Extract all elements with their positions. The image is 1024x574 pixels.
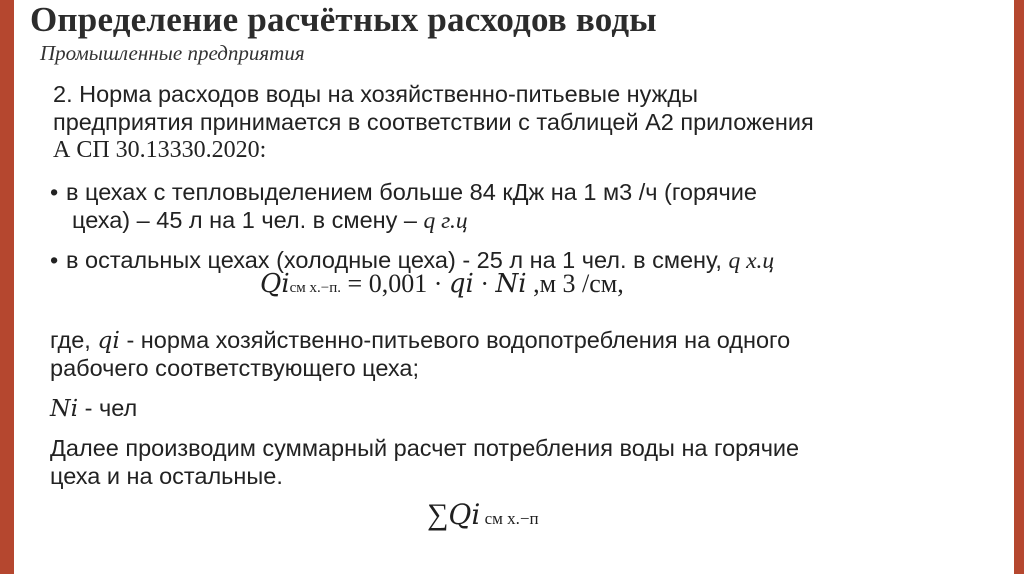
bullet-marker: •: [50, 179, 59, 205]
sum-q-symbol: Qi: [448, 498, 481, 531]
bullet-hot-shops-line-1: [50, 178, 757, 206]
where-line-1: [50, 326, 790, 354]
formula-daily-consumption: [260, 268, 624, 299]
formula-equals: = 0,001 ·: [341, 269, 449, 298]
where-prefix: где,: [50, 327, 91, 353]
formula-dot: ·: [473, 269, 496, 298]
formula-qi: qi: [448, 269, 474, 299]
formula-ni: Ni: [495, 269, 527, 299]
slide-title: Определение расчётных расходов воды: [30, 0, 657, 39]
ni-definition: [50, 394, 137, 422]
bullet-cold-shops-text: в остальных цехах (холодные цеха) - 25 л на 1 чел. в смену,: [66, 247, 722, 273]
norm-paragraph-line-1: 2. Норма расходов воды на хозяйственно-питьевые нужды: [53, 81, 698, 107]
q-hot-symbol: q г.ц: [423, 208, 468, 234]
left-accent-bar: [0, 0, 14, 574]
formula-q-symbol: Qi: [260, 269, 290, 299]
formula-unit: ,м 3 /см,: [526, 269, 624, 298]
sum-symbol: ∑: [427, 498, 449, 531]
right-accent-bar: [1014, 0, 1024, 574]
summary-line-2: цеха и на остальные.: [50, 463, 283, 489]
ni-symbol: Ni: [50, 394, 79, 422]
bullet-hot-shops-text-2: цеха) – 45 л на 1 чел. в смену –: [72, 207, 417, 233]
norm-paragraph-line-2: предприятия принимается в соответствии с таблицей А2 приложения: [53, 109, 814, 135]
ni-text: - чел: [78, 395, 138, 421]
bullet-hot-shops-text: в цехах с тепловыделением больше 84 кДж на 1 м3 /ч (горячие: [66, 179, 757, 205]
summary-line-1: Далее производим суммарный расчет потребления воды на горячие: [50, 435, 800, 461]
sum-subscript: см х.−п: [480, 509, 539, 528]
formula-total-consumption: [427, 498, 539, 532]
formula-subscript: см х.−п.: [289, 280, 342, 296]
q-cold-symbol: q х.ц: [728, 248, 775, 274]
where-line-2: рабочего соответствующего цеха;: [50, 355, 420, 381]
where-qi: qi: [97, 326, 120, 354]
bullet-marker: •: [50, 247, 59, 273]
slide-subtitle: Промышленные предприятия: [40, 41, 305, 65]
norm-paragraph-line-3: А СП 30.13330.2020:: [53, 137, 267, 163]
bullet-hot-shops-line-2: [72, 206, 468, 235]
where-text: - норма хозяйственно-питьевого водопотребления на одного: [119, 327, 791, 353]
